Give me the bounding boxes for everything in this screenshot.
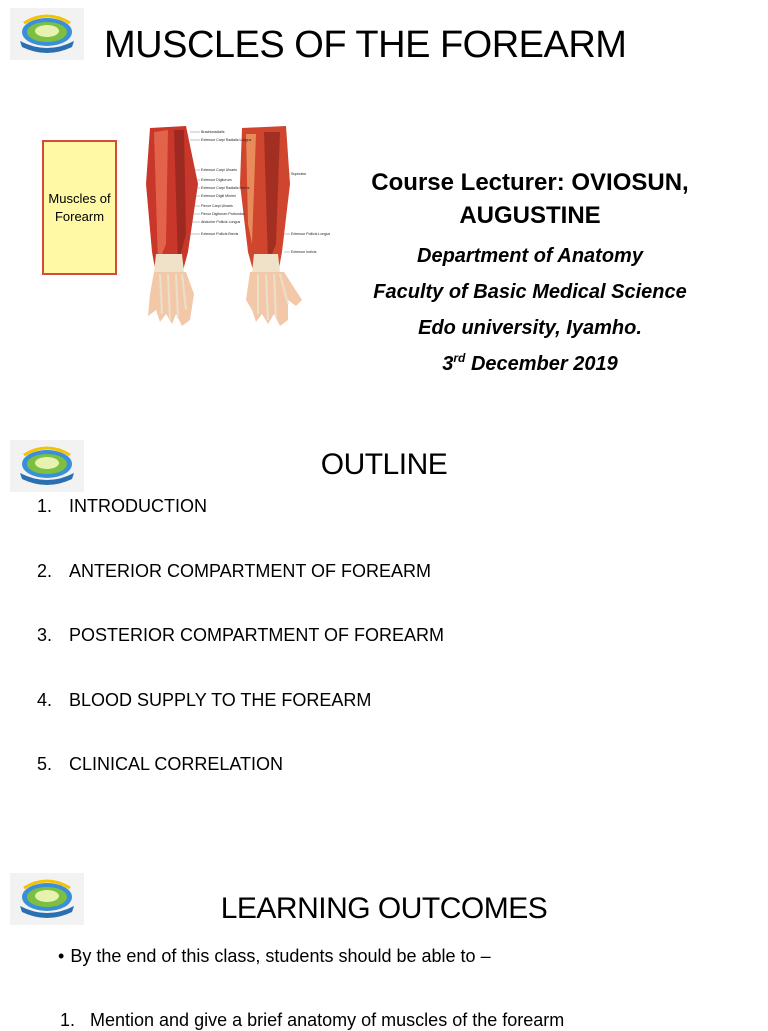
arm-label: Extensor Carpi Ulnaris [201,168,237,172]
university: Edo university, Iyamho. [418,317,642,339]
list-item: 2. ANTERIOR COMPARTMENT OF FOREARM [37,560,432,581]
list-item: 3. POSTERIOR COMPARTMENT OF FOREARM [37,625,445,645]
arm-label: Flexor Carpi Ulnaris [201,204,233,208]
arm-label: Abductor Pollicis Longus [201,220,241,224]
outline-list [37,496,444,819]
list-item: 5. CLINICAL CORRELATION [37,754,284,774]
arm-label: Extensor Digitorum [201,178,232,182]
list-item: 4. BLOOD SUPPLY TO THE FOREARM [37,689,372,710]
list-item: 1. INTRODUCTION [37,496,207,516]
learning-outcome-item: 1. Mention and give a brief anatomy of muscles of the forearm [60,1010,565,1030]
university-logo-icon [10,8,84,60]
arm-label: Extensor Pollicis Brevis [201,232,239,236]
slide-title: OUTLINE [320,448,448,481]
arm-label: Extensor Digiti Minimi [201,194,236,198]
arm-label: Extensor Indicis [291,250,317,254]
arm-label: Extensor Carpi Radialis Longus [201,138,252,142]
department: Department of Anatomy [417,245,643,267]
lecturer-affiliation [338,238,722,382]
arm-label: Brachioradialis [201,130,225,134]
arm-label: Extensor Pollicis Longus [291,232,331,236]
faculty: Faculty of Basic Medical Science [373,281,687,303]
arm-label: Supinator [291,172,307,176]
arm-label: Flexor Digitorum Profundus [201,212,245,216]
course-lecturer: Course Lecturer: OVIOSUN, AUGUSTINE [371,169,689,229]
forearm-muscle-illustration [138,124,331,330]
lecture-date: 3rd December 2019 [442,351,618,375]
slide-title: LEARNING OUTCOMES [220,892,548,925]
slide-title: MUSCLES OF THE FOREARM [104,24,627,66]
sticky-note: Muscles of Forearm [42,140,117,275]
arm-label: Extensor Carpi Radialis Brevis [201,186,250,190]
bullet-point: • By the end of this class, students should be able to – [58,946,491,966]
